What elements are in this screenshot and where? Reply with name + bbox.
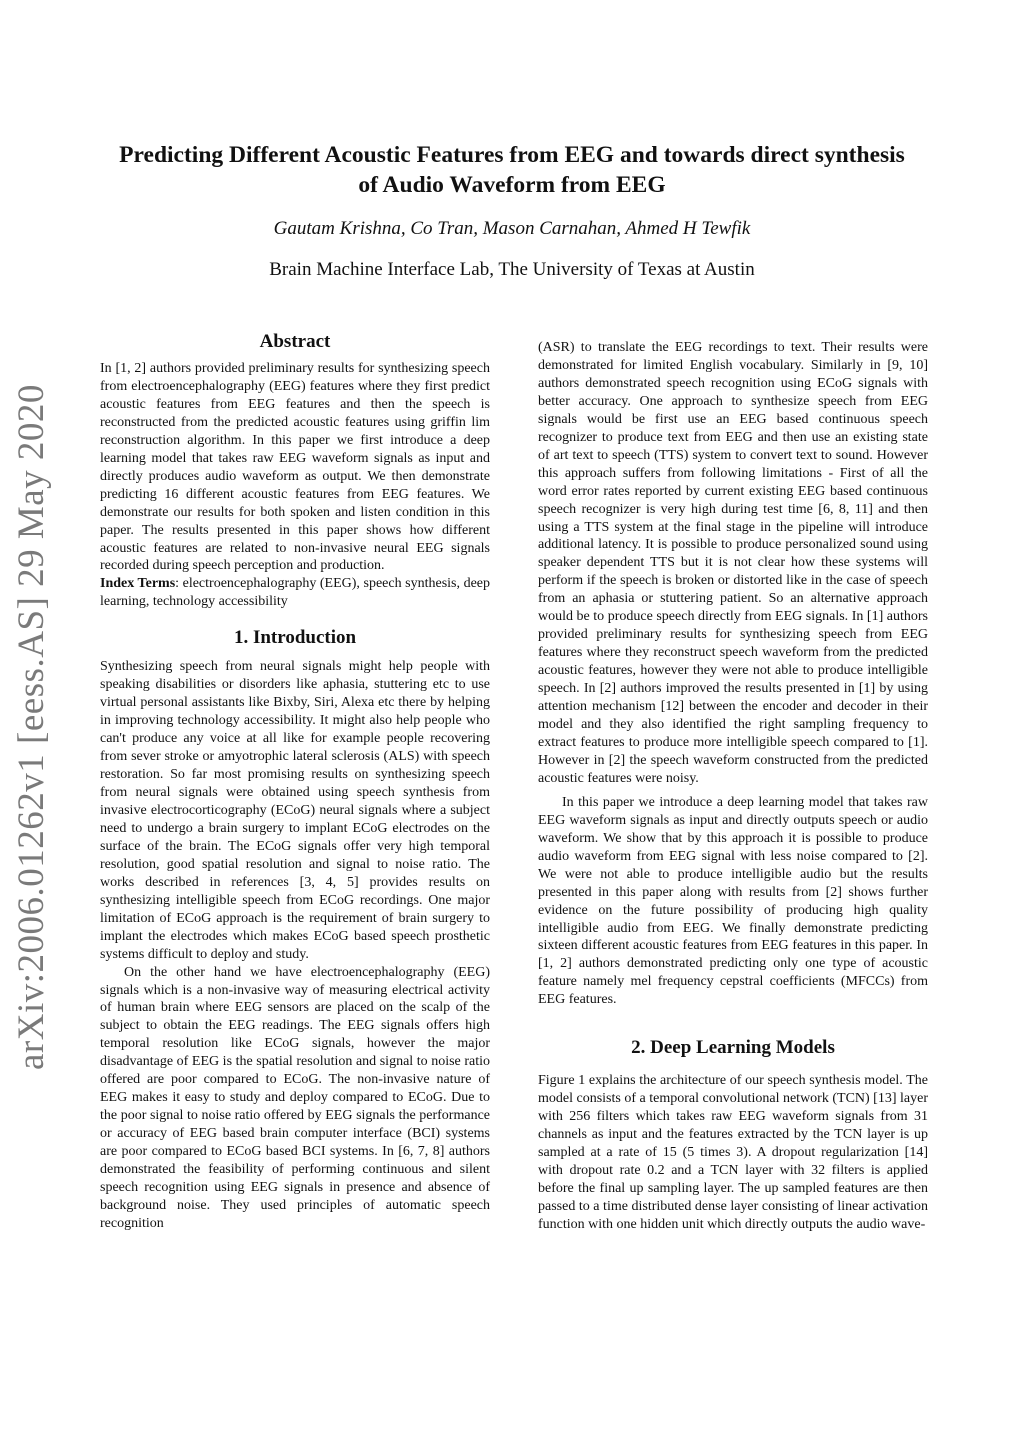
intro-paragraph-4: In this paper we introduce a deep learning model that takes raw EEG waveform signals as input and directly outputs speech or audio waveform. We show that by this approach it is possible to produce audio waveform from EEG signal with less noise compared to [2]. We were not able to produce intelligible audio but the results presented in this paper along with results from [2] shows further evidence on the future possibility of producing high quality intelligible audio from EEG. We finally demonstrate predicting sixteen different acoustic features from EEG features in this paper. In [1, 2] authors demonstrated predicting only one type of acoustic feature namely mel frequency cepstral coefficients (MFCCs) from EEG features. — [538, 794, 928, 1008]
right-column — [538, 339, 928, 1234]
intro-paragraph-3: (ASR) to translate the EEG recordings to text. Their results were demonstrated for limited English vocabulary. Similarly in [9, 10] authors demonstrated speech recognition using ECoG signals with better accuracy. One approach to synthesize speech from EEG signals would be first use an EEG based continuous speech recognizer to produce text from EEG and then use an existing state of art text to speech (TTS) system to convert text to sound. However this approach suffers from following limitations - First of all the word error rates reported by current existing EEG based continuous speech recognizer is very high during test time [6, 8, 11] and then using a TTS system at the final stage in the pipeline will introduce additional latency. It is possible to produce personalized sound using speaker dependent TTS but it is not clear how these systems will perform if the speech is broken or distorted like in the case of speech from an aphasia or stuttering patient. So an alternative approach would be to produce speech directly from EEG signals. In [1] authors provided preliminary results for synthesizing speech from EEG features where they reconstruct speech waveform from the predicted acoustic features, however they were not able to produce intelligible speech. In [2] authors improved the results presented in [1] by using attention mechanism [12] between the encoder and decoder in their model and they also identified the right sampling frequency to extract features to produce more intelligible speech compared to [1]. However in [2] the speech waveform constructed from the predicted acoustic features were noisy. — [538, 340, 928, 786]
deep-learning-heading: 2. Deep Learning Models — [631, 1037, 835, 1059]
arxiv-identifier: arXiv:2006.01262v1 [eess.AS] 29 May 2020 — [11, 384, 52, 1070]
intro-paragraph-1: Synthesizing speech from neural signals might help people with speaking disabilities or disorders like aphasia, stuttering etc to use virtual personal assistants like Bixby, Siri, Alexa etc there by helping in improving technology accessibility. It might also help people who can't produce any voice at all like for example people recovering from sever stroke or amyotrophic lateral sclerosis (ALS) with speech restoration. So far most promising results on synthesizing speech from neural signals were obtained using speech synthesis from invasive electrocorticography (ECoG) neural signals where a subject need to undergo a brain surgery to implant ECoG electrodes on the surface of the brain. The ECoG signals offer very high temporal resolution, good spatial resolution and signal to noise ratio. The works described in references [3, 4, 5] provides results on synthesizing intelligible speech from ECoG recordings. One major limitation of ECoG approach is the requirement of brain surgery to implant the electrodes which makes ECoG based speech prosthetic systems difficult to deploy and study. — [100, 659, 490, 962]
index-terms-label: Index Terms — [100, 576, 176, 592]
index-terms-text: : electroencephalography (EEG), speech synthesis, deep learning, technology accessibility — [100, 576, 490, 610]
affiliation: Brain Machine Interface Lab, The University of Texas at Austin — [269, 259, 755, 280]
page-title — [60, 140, 964, 200]
intro-paragraph-2: On the other hand we have electroencephalography (EEG) signals which is a non-invasive way of measuring electrical activity of human brain where EEG sensors are placed on the scalp of the subject to obtain the EEG readings. The EEG signals offers high temporal resolution like ECoG signals, however the major disadvantage of EEG is the spatial resolution and signal to noise ratio offered are poor compared to ECoG. The non-invasive nature of EEG makes it easy to study and deploy compared to ECoG. Due to the poor signal to noise ratio offered by EEG signals the performance or accuracy of EEG based brain computer interface (BCI) systems are poor compared to ECoG based BCI systems. In [6, 7, 8] authors demonstrated the feasibility of performing continuous and silent speech recognition using EEG signals in presence and absence of background noise. They used principles of automatic speech recognition — [100, 964, 490, 1231]
title-line-2: of Audio Waveform from EEG — [358, 172, 666, 198]
introduction-heading: 1. Introduction — [233, 627, 357, 649]
author-list: Gautam Krishna, Co Tran, Mason Carnahan, Ahmed H Tewfik — [273, 218, 751, 239]
title-line-1: Predicting Different Acoustic Features from EEG and towards direct synthesis — [119, 142, 905, 168]
index-terms — [100, 575, 490, 611]
abstract-body: In [1, 2] authors provided preliminary results for synthesizing speech from electroencephalography (EEG) features where they first predict acoustic features from EEG features and then the speech is reconstructed from the predicted acoustic features using griffin lim reconstruction algorithm. In this paper we first introduce a deep learning model that takes raw EEG waveform signals as input and directly produces audio waveform as output. We then demonstrate predicting 16 different acoustic features from EEG features. We demonstrate our results for both spoken and listen condition in this paper. The results presented in this paper shows how different acoustic features are related to non-invasive neural EEG signals recorded during speech perception and production. — [100, 361, 490, 574]
left-column — [100, 330, 490, 1233]
abstract-heading: Abstract — [259, 331, 331, 352]
deep-learning-paragraph-1: Figure 1 explains the architecture of our speech synthesis model. The model consists of a temporal convolutional network (TCN) [13] layer with 256 filters which takes raw EEG waveform signals from 31 channels as input and the features extracted by the TCN layer is up sampled at a rate of 15 (5 times 3). A dropout regularization [14] with dropout rate 0.2 and a TCN layer with 32 filters is applied before the final up sampling layer. The up sampled features are then passed to a time distributed dense layer consisting of linear activation function with one hidden unit which directly outputs the audio wave- — [538, 1073, 928, 1232]
